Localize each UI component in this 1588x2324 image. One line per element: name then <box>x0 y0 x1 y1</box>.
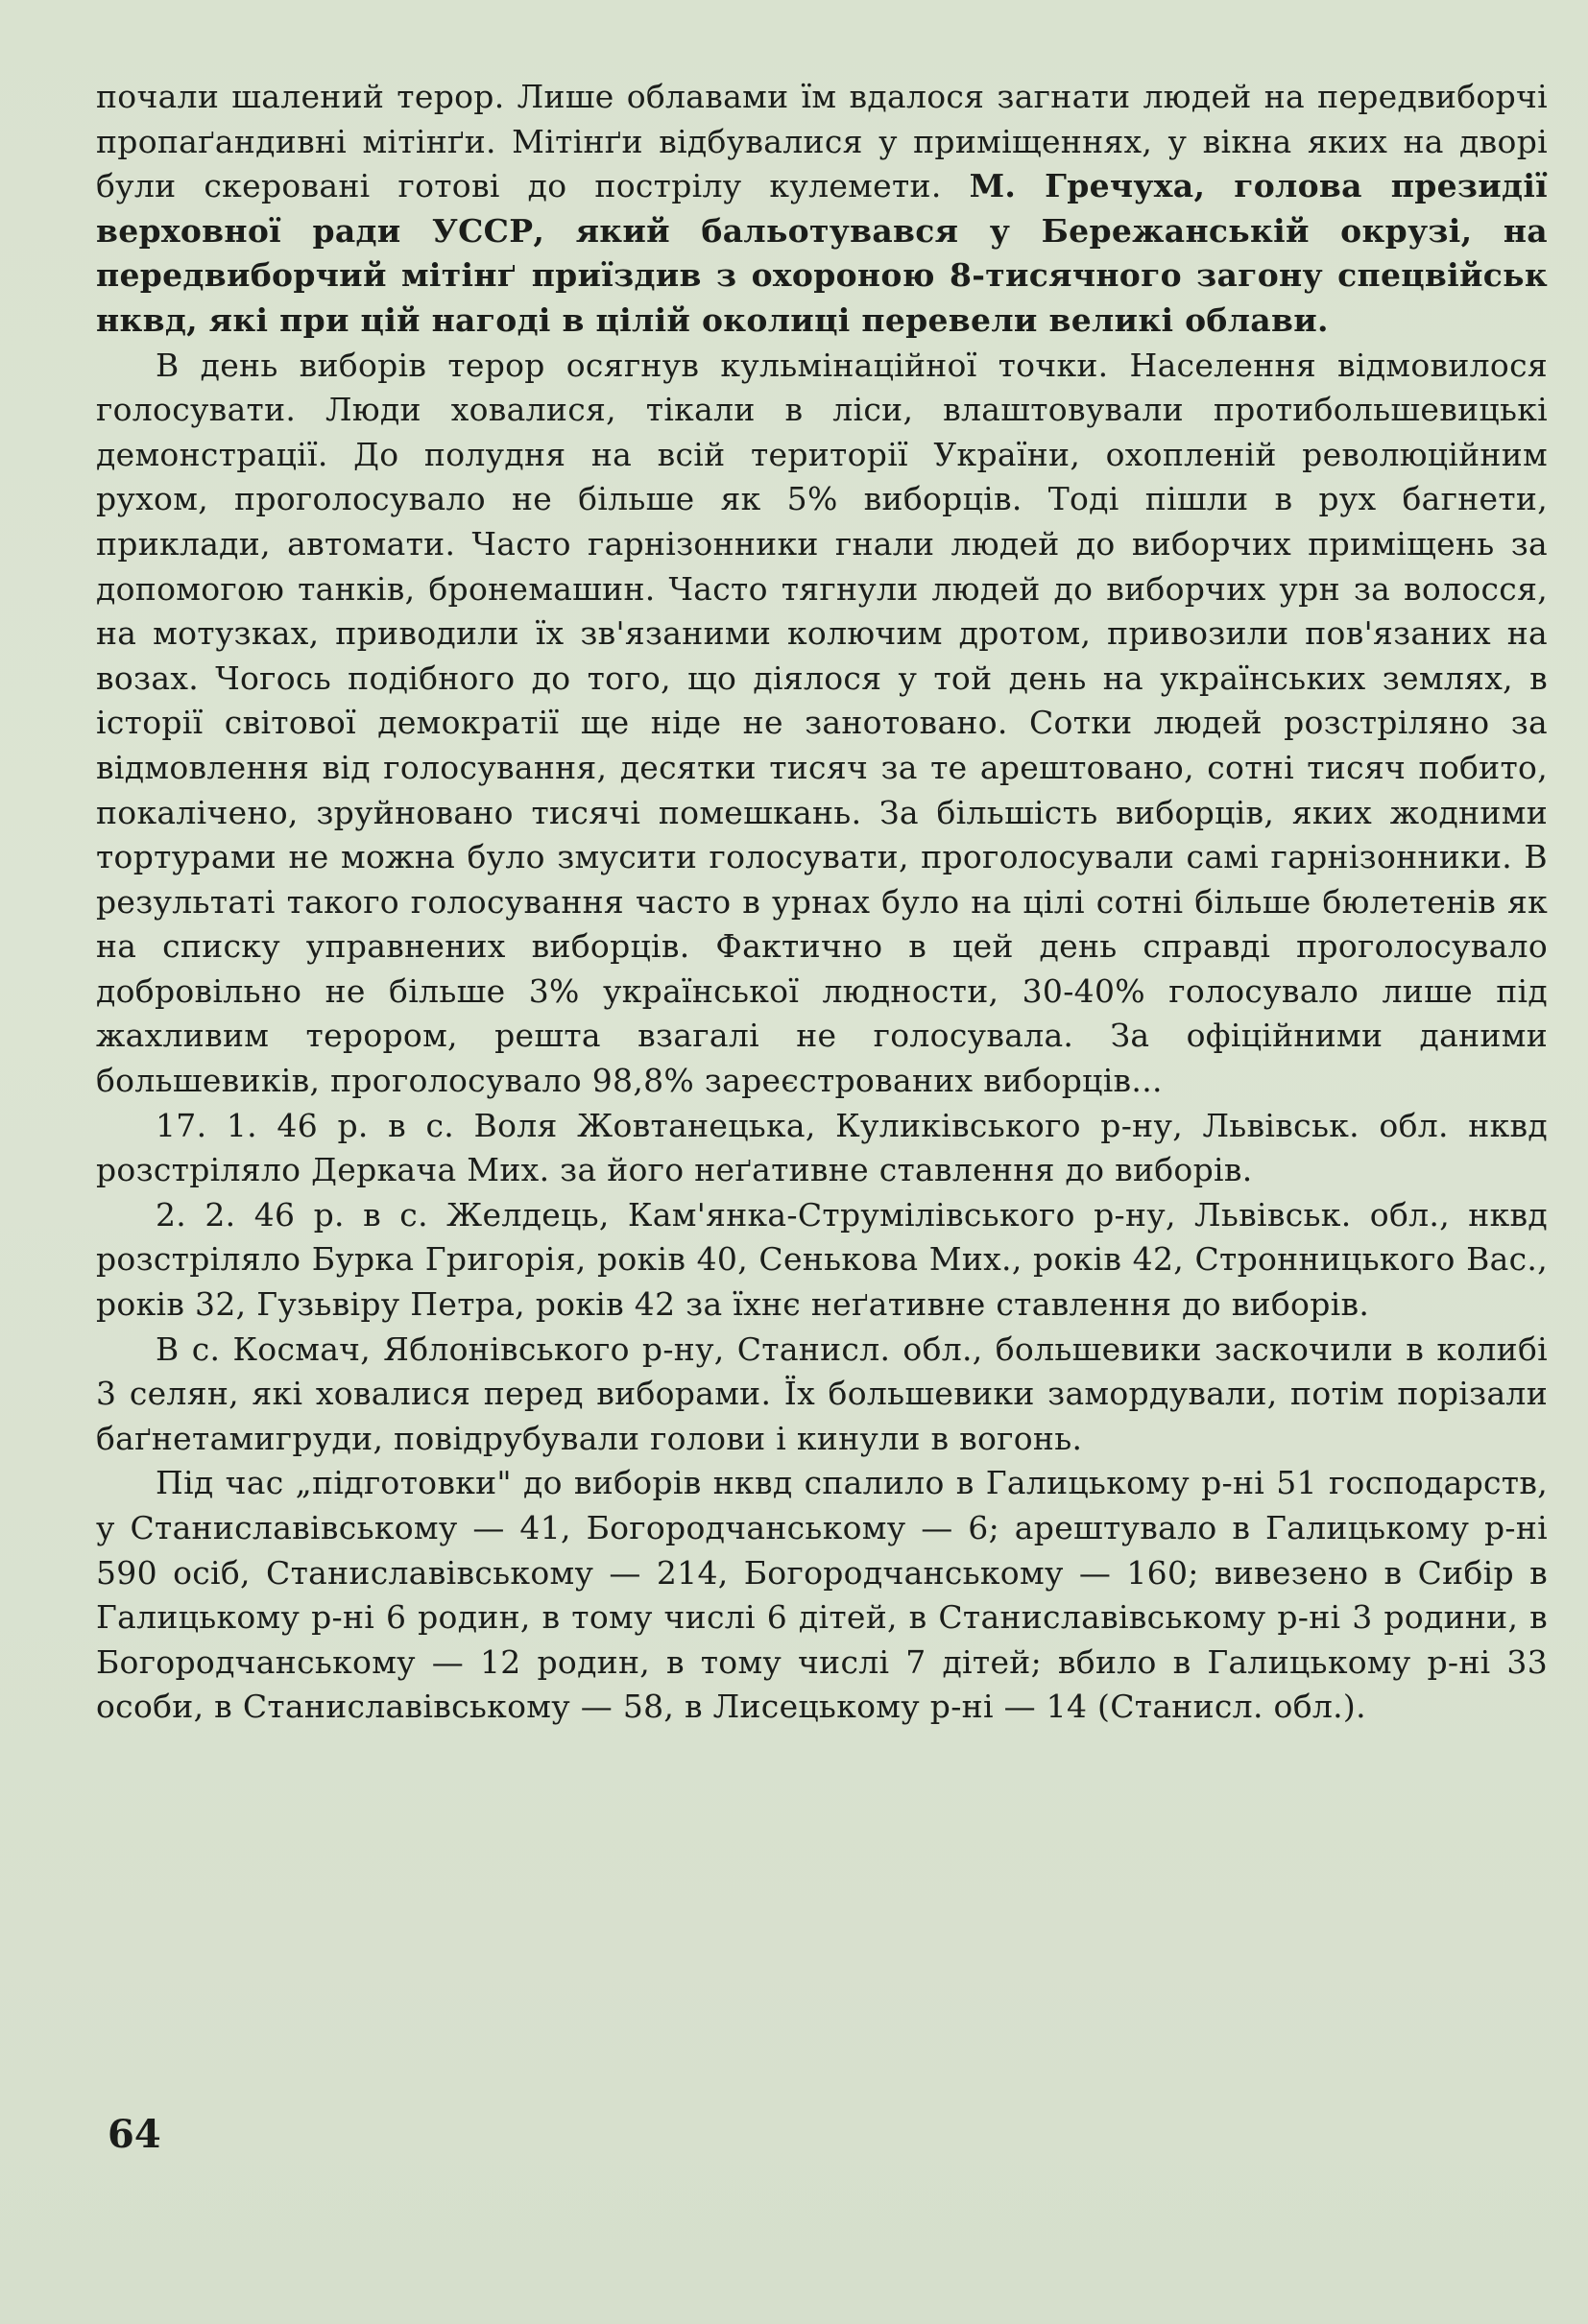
paragraph-4 <box>96 1193 1548 1328</box>
page-number: 64 <box>108 2112 161 2157</box>
paragraph-6 <box>96 1461 1548 1730</box>
paragraph-1-text: почали шалений терор. Лише облавами їм вдалося загнати людей на передвиборчі пропаґандивні мітінґи. Мітінґи відбувалися у приміщеннях, у вікна яких на дворі були скеровані готові до пострілу кулемети. <box>96 78 1548 205</box>
paragraph-1 <box>96 75 1548 344</box>
paragraph-4-text: 2. 2. 46 р. в с. Желдець, Кам'янка-Струмілівського р-ну, Львівськ. обл., нквд розстріляло Бурка Григорія, років 40, Сенькова Мих., років 42, Стронницького Вас., років 32, Гузьвіру Петра, років 42 за їхнє неґативне ставлення до виборів. <box>96 1195 1548 1324</box>
paragraph-3 <box>96 1104 1548 1193</box>
paragraph-2 <box>96 344 1548 1104</box>
main-text <box>96 75 1548 1730</box>
paragraph-1-bold-text: М. Гречуха, голова президії верховної ради УССР, який бальотувався у Бережанській окрузі, на передвиборчий мітінґ приїздив з охороною 8-тисячного загону спецвійськ нквд, які при цій нагоді в цілій околиці перевели великі облави. <box>96 167 1548 339</box>
paragraph-3-text: 17. 1. 46 р. в с. Воля Жовтанецька, Куликівського р-ну, Львівськ. обл. нквд розстріляло Деркача Мих. за його неґативне ставлення до виборів. <box>96 1106 1548 1189</box>
paragraph-5-text: В с. Космач, Яблонівського р-ну, Станисл. обл., большевики заскочили в колибі 3 селян, які ховалися перед виборами. Їх большевики замордували, потім порізали баґнетамигруди, повідрубували голови і кинули в вогонь. <box>96 1330 1548 1457</box>
paragraph-5 <box>96 1328 1548 1462</box>
paragraph-2-text: В день виборів терор осягнув кульмінаційної точки. Населення відмовилося голосувати. Люди ховалися, тікали в ліси, влаштовували протибольшевицькі демонстрації. До полудня на всій території України, охопленій революційним рухом, проголосувало не більше як 5% виборців. Тоді пішли в рух багнети, приклади, автомати. Часто гарнізонники гнали людей до виборчих приміщень за допомогою танків, бронемашин. Часто тягнули людей до виборчих урн за волосся, на мотузках, приводили їх зв'язаними колючим дротом, привозили пов'язаних на возах. Чогось подібного до того, що діялося у той день на українських землях, в історії світової демократії ще ніде не занотовано. Сотки людей розстріляно за відмовлення від голосування, десятки тисяч за те арештовано, сотні тисяч побито, покалічено, зруйновано тисячі помешкань. За більшість виборців, яких жодними тортурами не можна було змусити голосувати, проголосували самі гарнізонники. В результаті такого голосування часто в урнах було на цілі сотні більше бюлетенів як на списку управнених виборців. Фактично в цей день справді проголосувало добровільно не більше 3% української людности, 30-40% голосувало лише під жахливим терором, решта взагалі не голосувала. За офіційними даними большевиків, проголосувало 98,8% зареєстрованих виборців... <box>96 346 1548 1100</box>
paragraph-6-text: Під час „підготовки" до виборів нквд спалило в Галицькому р-ні 51 господарств, у Станиславівському — 41, Богородчанському — 6; арештувало в Галицькому р-ні 590 осіб, Станиславівському — 214, Богородчанському — 160; вивезено в Сибір в Галицькому р-ні 6 родин, в тому числі 6 дітей, в Станиславівському р-ні 3 родини, в Богородчанському — 12 родин, в тому числі 7 дітей; вбило в Галицькому р-ні 33 особи, в Станиславівському — 58, в Лисецькому р-ні — 14 (Станисл. обл.). <box>96 1464 1548 1726</box>
